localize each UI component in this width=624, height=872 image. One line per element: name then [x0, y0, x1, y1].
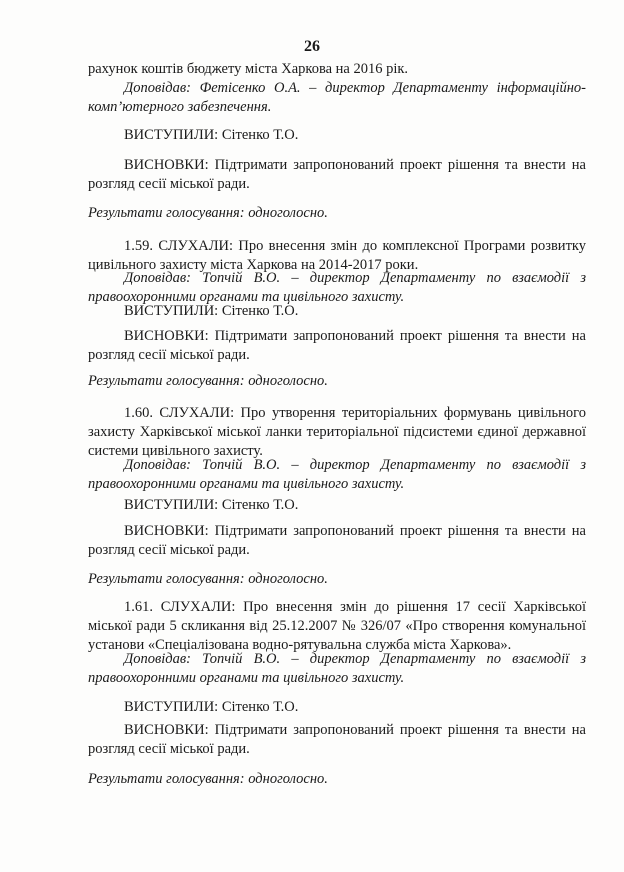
intro-continuation: рахунок коштів бюджету міста Харкова на 2016 рік.	[88, 61, 409, 77]
item-160-vote: Результати голосування: одноголосно.	[88, 571, 328, 587]
item-161-vote: Результати голосування: одноголосно.	[88, 771, 328, 787]
item-161-heard: 1.61. СЛУХАЛИ: Про внесення змін до рішення 17 сесії Харківської міської ради 5 скликання від 25.12.2007 № 326/07 «Про створення комунальної установи «Спеціалізована водно-рятувальна служба міста Харкова».	[88, 599, 586, 653]
item-161-speaker: Доповідав: Топчій В.О. – директор Департаменту по взаємодії з правоохоронними органами та цивільного захисту.	[88, 651, 586, 686]
item-159-speaker: Доповідав: Топчій В.О. – директор Департаменту по взаємодії з правоохоронними органами та цивільного захисту.	[88, 270, 586, 305]
item-160-conclusion: ВИСНОВКИ: Підтримати запропонований проект рішення та внести на розгляд сесії міської ради.	[88, 523, 586, 558]
intro-vote: Результати голосування: одноголосно.	[88, 205, 328, 221]
item-159-conclusion: ВИСНОВКИ: Підтримати запропонований проект рішення та внести на розгляд сесії міської ради.	[88, 328, 586, 363]
intro-spoke: ВИСТУПИЛИ: Сітенко Т.О.	[124, 127, 299, 143]
item-160-spoke: ВИСТУПИЛИ: Сітенко Т.О.	[124, 497, 299, 513]
page-number: 26	[304, 38, 320, 55]
item-161-spoke: ВИСТУПИЛИ: Сітенко Т.О.	[124, 699, 299, 715]
item-160-speaker: Доповідав: Топчій В.О. – директор Департаменту по взаємодії з правоохоронними органами та цивільного захисту.	[88, 457, 586, 492]
item-160-heard: 1.60. СЛУХАЛИ: Про утворення територіальних формувань цивільного захисту Харківської міської ланки територіальної підсистеми єдиної державної системи цивільного захисту.	[88, 405, 586, 459]
intro-speaker: Доповідав: Фетісенко О.А. – директор Департаменту інформаційно-комп’ютерного забезпечення.	[88, 80, 586, 115]
item-159-heard: 1.59. СЛУХАЛИ: Про внесення змін до комплексної Програми розвитку цивільного захисту міста Харкова на 2014-2017 роки.	[88, 238, 586, 273]
item-159-spoke: ВИСТУПИЛИ: Сітенко Т.О.	[124, 303, 299, 319]
intro-conclusion: ВИСНОВКИ: Підтримати запропонований проект рішення та внести на розгляд сесії міської ради.	[88, 157, 586, 192]
item-159-vote: Результати голосування: одноголосно.	[88, 373, 328, 389]
item-161-conclusion: ВИСНОВКИ: Підтримати запропонований проект рішення та внести на розгляд сесії міської ради.	[88, 722, 586, 757]
